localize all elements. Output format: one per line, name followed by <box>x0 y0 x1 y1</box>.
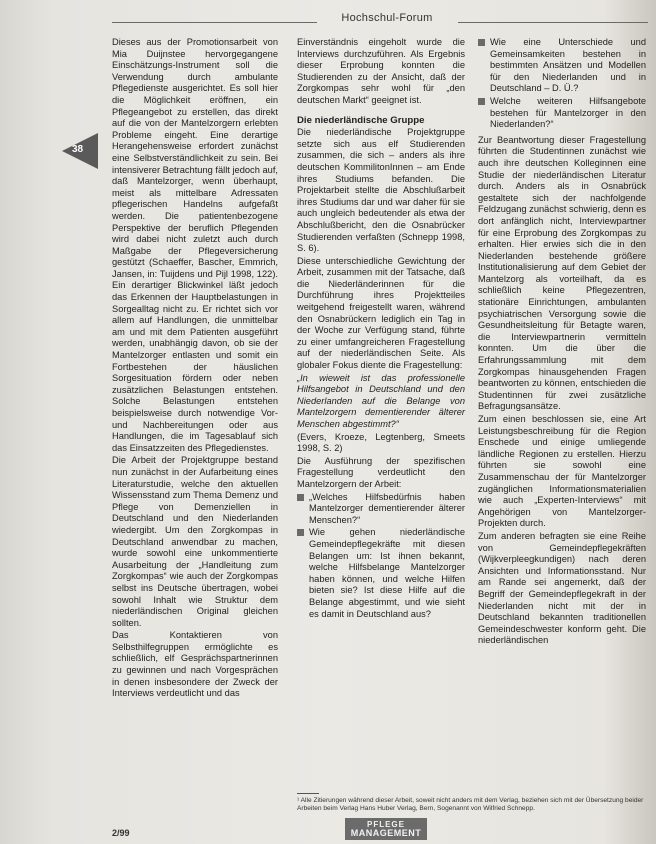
running-header: Hochschul-Forum <box>341 12 433 24</box>
paragraph: Die niederländische Projektgruppe setzte sich aus elf Studierenden zusammen, die sich – anders als ihre deutschen KommilitonInnen – am Ende ihres Studiums befanden. Die Projektarbeit stellte die Abschlußarbeit ihres Studiums dar und war daher für sie auch ungleich bedeutender als etwa der Abschlußbericht, den die Osnabrücker Studierenden verfaßten (Schnepp 1998, S. 6). <box>297 127 465 254</box>
square-bullet-icon <box>478 98 485 105</box>
header-rule-right <box>458 22 648 23</box>
list-item <box>478 96 646 131</box>
paragraph: Zum anderen befragten sie eine Reihe von Gemeindepflegekräften (Wijkverpleegkundigen) nach deren Ansichten und Informationsstand. Nur am Rande sei angemerkt, daß der Begriff der Gemeindepflegekraft in der Niederlanden nicht mit der in Deutschland bekannten traditionellen Gemeindeschwester konform geht. Die niederländischen <box>478 530 646 646</box>
text-column-1 <box>112 37 278 701</box>
paragraph: Einverständnis eingeholt wurde die Interviews durchzuführen. Als Ergebnis dieser Erprobung konnten die Studierenden zu der Ansicht, daß der Zorgkompas sehr wohl für „den deutschen Markt“ geeignet ist. <box>297 37 465 105</box>
list-item-text: Wie gehen niederländische Gemeindepflegekräfte mit diesen Belangen um: Ist ihnen bekannt, welche Hilfsbelange Mantelzorger haben können, und welche Hilfen bieten sie? Ist diese Hilfe auf die Belange abgestimmt, und wie sieht es damit in Deutschland aus? <box>309 527 465 619</box>
footnote-rule <box>297 793 319 794</box>
paragraph: Dieses aus der Promotionsarbeit von Mia Duijnstee hervorgegangene Einschätzungs-Instrument soll die Verwendung durch ambulante Pflegedienste ausgerichtet. Es soll hier die Möglichkeit eröffnen, ein Pflegeangebot zu erstellen, das direkt auf die von der Mantelzorgern erlebten Probleme eingeht. Eine derartige Herangehensweise erfordert zunächst eine Selbstverständlichkeit zu sein. Bei intensiverer Betrachtung fällt jedoch auf, daß Mantelzorger, wenn überhaupt, meist als mittelbare Adressaten pflegerischen Handelns aufgefaßt werden. Die patientenbezogene Perspektive der beruflich Pflegenden wird dabei nicht zuletzt auch durch Maßgabe der Pflegeversicherung gestützt (Schaeffer, Bascher, Emmrich, Jansen, in: Tuijdens und Pijl 1998, 122). Ein derartiger Blickwinkel läßt jedoch das Erkennen der Hauptbelastungen in Sorgealltag nicht zu. Er richtet sich vor allem auf Handlungen, die unmittelbar am und mit dem Patienten ausgeführt werden, unabhängig davon, ob sie der Mantelzorger entlasten und somit ein Fortbestehen der häuslichen Sorgesituation fördern oder neben zusätzlichen Belastungen entstehen. Solche Belastungen entstehen beispielsweise durch notwendige Vor- und Nachbereitungen oder aus Handlungen, die im Tagesablauf sich das Einsatzzeiten des Pflegedienstes. <box>112 37 278 453</box>
footnote: ¹ Alle Zitierungen während dieser Arbeit, soweit nicht anders mit dem Verlag, beziehen sich mit der Übersetzung beider Arbeiten beim Verlag Hans Huber Verlag, Bern, Sogenannt von Wilfried Schnepp. <box>297 797 644 812</box>
magazine-logo <box>345 818 427 840</box>
paragraph: Die Arbeit der Projektgruppe bestand nun zunächst in der Aufarbeitung eines Literaturstudie, welche den aktuellen Wissensstand zum Thema Demenz und Pflege von Demenziellen in Deutschland und den Niederlanden wiedergibt. Um den Zorgkompas in Deutschland anwendbar zu machen, wurde sowohl eine unkommentierte Ausarbeitung der „Handleitung zum Zorgkompas“ wie auch der Zorgkompas selbst ins Deutsche übertragen, wobei sowohl Inhalt wie Struktur dem niederländischen Original gleichen sollten. <box>112 455 278 628</box>
section-heading: Die niederländische Gruppe <box>297 114 425 126</box>
page-marker-number: 38 <box>72 144 84 155</box>
paragraph: Zum einen beschlossen sie, eine Art Leistungsbeschreibung für die Region Enschede und einige umliegende ländliche Regionen zu erstellen. Hierzu führten sie sowohl eine Zusammenschau der für Mantelzorger zugänglichen Informationsmaterialien wie auch „Experten-Interviews“ mit Angehörigen von Mantelzorger-Projekten durch. <box>478 414 646 529</box>
paragraph: Diese unterschiedliche Gewichtung der Arbeit, zusammen mit der Tatsache, daß die Niederländerinnen für die Durchführung ihres Projektteiles weitgehend freigestellt waren, während den Osnabrückern lediglich ein Tag in der Woche zur Verfügung stand, führte zu einer umfangreicheren Fragestellung auf der niederländischen Seite. Als globaler Fokus diente die Fragestellung: <box>297 255 465 371</box>
paragraph: Das Kontaktieren von Selbsthilfegruppen ermöglichte es schließlich, elf Gesprächspartnerinnen zu gewinnen und nach Vorgesprächen in denen insbesondere der Zweck der Interviews verdeutlicht und das <box>112 630 278 699</box>
logo-line-2: MANAGEMENT <box>350 828 422 838</box>
citation: (Evers, Kroeze, Legtenberg, Smeets 1998, S. 2) <box>297 431 465 454</box>
logo-line-1: PFLEGE <box>366 820 405 829</box>
list-item <box>297 492 465 527</box>
paragraph: Die Ausführung der spezifischen Fragestellung verdeutlicht den Mantelzorgern der Arbeit: <box>297 455 465 489</box>
list-item <box>297 527 465 620</box>
square-bullet-icon <box>478 39 485 46</box>
list-item <box>478 37 646 95</box>
square-bullet-icon <box>297 529 304 536</box>
header-rule-left <box>112 22 317 23</box>
square-bullet-icon <box>297 494 304 501</box>
bullet-list <box>478 37 646 131</box>
research-question: „In wieweit ist das professionelle Hilfsangebot in Deutschland und den Niederlanden auf die Belange von Mantelzorgern dementierender älterer Menschen abgestimmt?“ <box>297 372 465 429</box>
list-item-text: Wie eine Unterschiede und Gemeinsamkeiten bestehen in bestimmten Ansätzen und Modellen für den Niederlanden und in Deutschland – D. Ü.? <box>490 37 646 94</box>
issue-number: 2/99 <box>112 828 130 838</box>
list-item-text: „Welches Hilfsbedürfnis haben Mantelzorger dementierender älterer Menschen?“ <box>309 491 465 525</box>
list-item-text: Welche weiteren Hilfsangebote bestehen für Mantelzorger in den Niederlanden?“ <box>490 95 646 130</box>
text-column-3 <box>478 37 646 648</box>
text-column-2 <box>297 37 465 621</box>
paragraph: Zur Beantwortung dieser Fragestellung führten die Studentinnen zunächst wie auch ihre deutschen Kolleginnen eine Studie der niederländischen Literatur durch. Anders als in Osnabrück gestaltete sich der nachfolgende Feldzugang zunächst schwierig, denn es dort anfänglich nicht, Interviewpartner für eine Erprobung des Zorgkompas zu erhalten. Hier erwies sich die in den Niederlanden bestehende größere Institutionalisierung auf dem Gebiet der Mantelzorg als vorteilhaft, da es schließlich keine Pflegezentren, stationäre Einrichtungen, ambulanten psychiatrischen Versorgung sowie die Gesundheitsleitung für Betagte waren, die Interviewpartnerin vermitteln konnten. Um die über die Erfahrungssammlung mit dem Zorgkompas hinausgehenden Fragen beantworten zu können, entschieden die Studentinnen für zwei zusätzliche Befragungsansätze. <box>478 134 646 412</box>
